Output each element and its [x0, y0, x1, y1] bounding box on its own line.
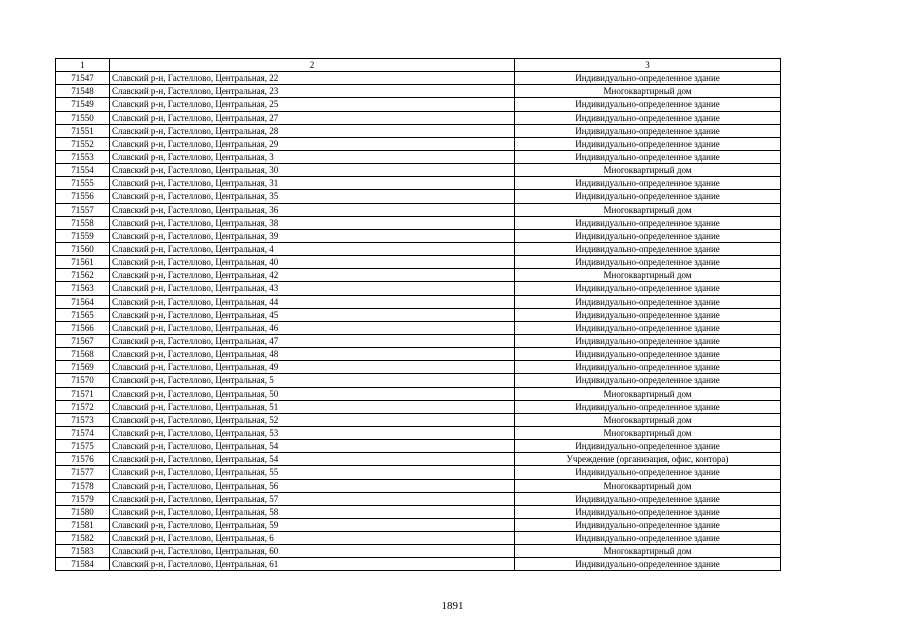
table-row	[56, 164, 781, 177]
address-cell: Славский р-н, Гастеллово, Центральная, 47	[110, 334, 515, 347]
building-type-cell: Индивидуально-определенное здание	[515, 124, 781, 137]
building-type-cell: Индивидуально-определенное здание	[515, 190, 781, 203]
building-type-cell: Многоквартирный дом	[515, 426, 781, 439]
address-cell: Славский р-н, Гастеллово, Центральная, 3	[110, 150, 515, 163]
record-number-cell: 71577	[56, 466, 110, 479]
building-type-cell: Индивидуально-определенное здание	[515, 229, 781, 242]
address-cell: Славский р-н, Гастеллово, Центральная, 5	[110, 374, 515, 387]
address-cell: Славский р-н, Гастеллово, Центральная, 22	[110, 72, 515, 85]
address-cell: Славский р-н, Гастеллово, Центральная, 25	[110, 98, 515, 111]
record-number-cell: 71555	[56, 177, 110, 190]
building-type-cell: Индивидуально-определенное здание	[515, 72, 781, 85]
building-type-cell: Многоквартирный дом	[515, 387, 781, 400]
building-type-cell: Многоквартирный дом	[515, 203, 781, 216]
building-type-cell: Индивидуально-определенное здание	[515, 216, 781, 229]
table-row	[56, 203, 781, 216]
address-cell: Славский р-н, Гастеллово, Центральная, 54	[110, 440, 515, 453]
record-number-cell: 71556	[56, 190, 110, 203]
address-cell: Славский р-н, Гастеллово, Центральная, 29	[110, 137, 515, 150]
address-cell: Славский р-н, Гастеллово, Центральная, 45	[110, 308, 515, 321]
table-row	[56, 256, 781, 269]
table-row	[56, 400, 781, 413]
record-number-cell: 71582	[56, 532, 110, 545]
record-number-cell: 71580	[56, 505, 110, 518]
address-cell: Славский р-н, Гастеллово, Центральная, 42	[110, 269, 515, 282]
building-type-cell: Многоквартирный дом	[515, 479, 781, 492]
building-type-cell: Индивидуально-определенное здание	[515, 321, 781, 334]
building-type-cell: Индивидуально-определенное здание	[515, 308, 781, 321]
record-number-cell: 71570	[56, 374, 110, 387]
table-row	[56, 479, 781, 492]
record-number-cell: 71553	[56, 150, 110, 163]
building-type-cell: Учреждение (организация, офис, контора)	[515, 453, 781, 466]
address-cell: Славский р-н, Гастеллово, Центральная, 50	[110, 387, 515, 400]
table-row	[56, 453, 781, 466]
address-cell: Славский р-н, Гастеллово, Центральная, 54	[110, 453, 515, 466]
record-number-cell: 71563	[56, 282, 110, 295]
address-cell: Славский р-н, Гастеллово, Центральная, 51	[110, 400, 515, 413]
record-number-cell: 71560	[56, 242, 110, 255]
record-number-cell: 71578	[56, 479, 110, 492]
table-row	[56, 111, 781, 124]
building-type-cell: Индивидуально-определенное здание	[515, 558, 781, 571]
record-number-cell: 71551	[56, 124, 110, 137]
building-type-cell: Индивидуально-определенное здание	[515, 361, 781, 374]
header-row	[56, 59, 781, 72]
address-cell: Славский р-н, Гастеллово, Центральная, 57	[110, 492, 515, 505]
buildings-table	[55, 58, 781, 571]
record-number-cell: 71571	[56, 387, 110, 400]
record-number-cell: 71562	[56, 269, 110, 282]
address-cell: Славский р-н, Гастеллово, Центральная, 49	[110, 361, 515, 374]
address-cell: Славский р-н, Гастеллово, Центральная, 23	[110, 85, 515, 98]
table-row	[56, 295, 781, 308]
record-number-cell: 71583	[56, 545, 110, 558]
table-row	[56, 229, 781, 242]
building-type-cell: Индивидуально-определенное здание	[515, 466, 781, 479]
address-cell: Славский р-н, Гастеллово, Центральная, 53	[110, 426, 515, 439]
building-type-cell: Индивидуально-определенное здание	[515, 111, 781, 124]
column-header-1: 1	[56, 59, 110, 72]
building-type-cell: Индивидуально-определенное здание	[515, 505, 781, 518]
table-row	[56, 98, 781, 111]
building-type-cell: Индивидуально-определенное здание	[515, 295, 781, 308]
address-cell: Славский р-н, Гастеллово, Центральная, 59	[110, 518, 515, 531]
record-number-cell: 71564	[56, 295, 110, 308]
table-row	[56, 216, 781, 229]
record-number-cell: 71568	[56, 348, 110, 361]
address-cell: Славский р-н, Гастеллово, Центральная, 61	[110, 558, 515, 571]
record-number-cell: 71575	[56, 440, 110, 453]
building-type-cell: Индивидуально-определенное здание	[515, 334, 781, 347]
building-type-cell: Индивидуально-определенное здание	[515, 400, 781, 413]
building-type-cell: Индивидуально-определенное здание	[515, 282, 781, 295]
table-row	[56, 426, 781, 439]
address-cell: Славский р-н, Гастеллово, Центральная, 30	[110, 164, 515, 177]
record-number-cell: 71584	[56, 558, 110, 571]
building-type-cell: Многоквартирный дом	[515, 85, 781, 98]
building-type-cell: Многоквартирный дом	[515, 413, 781, 426]
record-number-cell: 71549	[56, 98, 110, 111]
record-number-cell: 71579	[56, 492, 110, 505]
building-type-cell: Индивидуально-определенное здание	[515, 532, 781, 545]
table-row	[56, 558, 781, 571]
building-type-cell: Индивидуально-определенное здание	[515, 177, 781, 190]
table-row	[56, 269, 781, 282]
address-cell: Славский р-н, Гастеллово, Центральная, 6	[110, 532, 515, 545]
record-number-cell: 71552	[56, 137, 110, 150]
table-row	[56, 85, 781, 98]
record-number-cell: 71567	[56, 334, 110, 347]
building-type-cell: Индивидуально-определенное здание	[515, 137, 781, 150]
table-row	[56, 545, 781, 558]
record-number-cell: 71550	[56, 111, 110, 124]
building-type-cell: Индивидуально-определенное здание	[515, 150, 781, 163]
column-header-3: 3	[515, 59, 781, 72]
address-cell: Славский р-н, Гастеллово, Центральная, 60	[110, 545, 515, 558]
table-row	[56, 532, 781, 545]
building-type-cell: Индивидуально-определенное здание	[515, 374, 781, 387]
table-row	[56, 321, 781, 334]
table-row	[56, 150, 781, 163]
table-row	[56, 308, 781, 321]
address-cell: Славский р-н, Гастеллово, Центральная, 39	[110, 229, 515, 242]
building-type-cell: Многоквартирный дом	[515, 269, 781, 282]
address-cell: Славский р-н, Гастеллово, Центральная, 38	[110, 216, 515, 229]
record-number-cell: 71547	[56, 72, 110, 85]
address-cell: Славский р-н, Гастеллово, Центральная, 28	[110, 124, 515, 137]
record-number-cell: 71566	[56, 321, 110, 334]
building-type-cell: Многоквартирный дом	[515, 545, 781, 558]
table-row	[56, 177, 781, 190]
address-cell: Славский р-н, Гастеллово, Центральная, 36	[110, 203, 515, 216]
record-number-cell: 71559	[56, 229, 110, 242]
record-number-cell: 71548	[56, 85, 110, 98]
record-number-cell: 71572	[56, 400, 110, 413]
table-row	[56, 361, 781, 374]
address-cell: Славский р-н, Гастеллово, Центральная, 55	[110, 466, 515, 479]
table-row	[56, 440, 781, 453]
record-number-cell: 71558	[56, 216, 110, 229]
address-cell: Славский р-н, Гастеллово, Центральная, 48	[110, 348, 515, 361]
table-row	[56, 374, 781, 387]
record-number-cell: 71574	[56, 426, 110, 439]
table-row	[56, 282, 781, 295]
building-type-cell: Индивидуально-определенное здание	[515, 256, 781, 269]
address-cell: Славский р-н, Гастеллово, Центральная, 35	[110, 190, 515, 203]
table-row	[56, 124, 781, 137]
record-number-cell: 71569	[56, 361, 110, 374]
address-cell: Славский р-н, Гастеллово, Центральная, 56	[110, 479, 515, 492]
address-cell: Славский р-н, Гастеллово, Центральная, 43	[110, 282, 515, 295]
table-body	[56, 72, 781, 571]
address-cell: Славский р-н, Гастеллово, Центральная, 52	[110, 413, 515, 426]
building-type-cell: Многоквартирный дом	[515, 164, 781, 177]
record-number-cell: 71561	[56, 256, 110, 269]
table-row	[56, 137, 781, 150]
page-number: 1891	[441, 600, 464, 612]
record-number-cell: 71557	[56, 203, 110, 216]
table-row	[56, 387, 781, 400]
column-header-2: 2	[110, 59, 515, 72]
record-number-cell: 71581	[56, 518, 110, 531]
record-number-cell: 71573	[56, 413, 110, 426]
building-type-cell: Индивидуально-определенное здание	[515, 518, 781, 531]
address-cell: Славский р-н, Гастеллово, Центральная, 27	[110, 111, 515, 124]
building-type-cell: Индивидуально-определенное здание	[515, 348, 781, 361]
table-row	[56, 413, 781, 426]
table-row	[56, 190, 781, 203]
table-row	[56, 505, 781, 518]
address-cell: Славский р-н, Гастеллово, Центральная, 44	[110, 295, 515, 308]
record-number-cell: 71565	[56, 308, 110, 321]
table-row	[56, 242, 781, 255]
building-type-cell: Индивидуально-определенное здание	[515, 492, 781, 505]
record-number-cell: 71554	[56, 164, 110, 177]
table-row	[56, 348, 781, 361]
building-type-cell: Индивидуально-определенное здание	[515, 98, 781, 111]
address-cell: Славский р-н, Гастеллово, Центральная, 40	[110, 256, 515, 269]
table-row	[56, 518, 781, 531]
building-type-cell: Индивидуально-определенное здание	[515, 440, 781, 453]
building-type-cell: Индивидуально-определенное здание	[515, 242, 781, 255]
table-row	[56, 72, 781, 85]
address-cell: Славский р-н, Гастеллово, Центральная, 31	[110, 177, 515, 190]
table-row	[56, 466, 781, 479]
table-row	[56, 492, 781, 505]
record-number-cell: 71576	[56, 453, 110, 466]
address-cell: Славский р-н, Гастеллово, Центральная, 4	[110, 242, 515, 255]
address-cell: Славский р-н, Гастеллово, Центральная, 58	[110, 505, 515, 518]
table-row	[56, 334, 781, 347]
address-cell: Славский р-н, Гастеллово, Центральная, 46	[110, 321, 515, 334]
